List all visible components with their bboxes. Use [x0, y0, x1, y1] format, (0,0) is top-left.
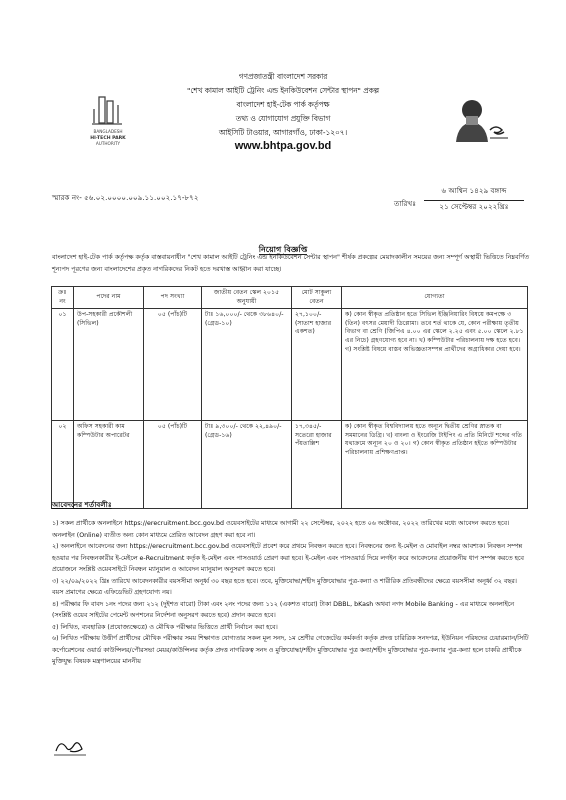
condition-item: ৫) লিখিত, ব্যবহারিক (প্রযোজ্যক্ষেত্রে) ও মৌখিক পরীক্ষার ভিত্তিতে প্রার্থী নির্বাচন করা হবে। [52, 623, 278, 631]
svg-text:AUTHORITY: AUTHORITY [95, 141, 121, 146]
svg-text:BANGLADESH: BANGLADESH [93, 129, 123, 134]
row-scale: টাঃ ১৬,০০০/- থেকে ৩৮৬৪০/- (গ্রেড-১০) [202, 309, 292, 421]
col-scale: জাতীয় বেতন স্কেল ২০১৫ অনুযায়ী [202, 287, 292, 309]
condition-item: ২) অনলাইনে আবেদনের জন্য https://erecruitment.bcc.gov.bd ওয়েবসাইটে প্রবেশ করে প্রথমে নিবন্ধন করতে হবে। নিবন্ধনের জন্য ই-মেইল ও মোবাইল নম্বর আবশ্যক। নিবন্ধন সম্পন্ন হওয়ার পর নিবন্ধনকারীর ই-মেইলে e-Recruitment কর্তৃক ই-মেইল এবং পাসওয়ার্ড প্রেরণ করা হবে। ই-মেইল এবং পাসওয়ার্ড দিয়ে লগইন করে আবেদনের প্রয়োজনীয় ধাপ সম্পন্ন করতে হবে প্রয়োজনে সংশ্লিষ্ট ওয়েবসাইটে নিবন্ধন ম্যানুয়াল ও আবেদন ম্যানুয়াল অনুসরণ করতে হবে। [52, 543, 524, 573]
table-row [52, 309, 528, 421]
condition-item: ৬) লিখিত পরীক্ষায় উত্তীর্ণ প্রার্থীদের মৌখিক পরীক্ষার সময় শিক্ষাগত যোগ্যতার সকল মূল সনদ, ১ম শ্রেণীর গেজেটেড কর্মকর্তা কর্তৃক প্রদত্ত চারিত্রিক সনদপত্র, ইউনিয়ন পরিষদের চেয়ারম্যান/সিটি কর্পোরেশনের ওয়ার্ড কাউন্সিলর/পৌরসভা মেয়র/কাউন্সিলর কর্তৃক প্রদত্ত নাগরিকত্ব সনদ ও মুক্তিযোদ্ধা/শহীদ মুক্তিযোদ্ধার পুত্র কন্যা/শহীদ মুক্তিযোদ্ধার পুত্র-কন্যার পুত্র-কন্যা হলে চাকরি প্রার্থীকে মুক্তিযুদ্ধ বিষয়ক মন্ত্রণালয়ের মাননীয় [52, 635, 529, 665]
signature [52, 735, 88, 763]
conditions-title: আবেদনের শর্তাবলীঃ [52, 500, 112, 509]
vacancy-table [51, 286, 528, 509]
row-qualification: ক) কোন স্বীকৃত বিশ্ববিদ্যালয় হতে অন্যূন দ্বিতীয় শ্রেণির স্নাতক বা সমমানের ডিগ্রি। খ) বাংলা ও ইংরেজি টাইপিং এ প্রতি মিনিটে শব্দের গতি যথাক্রমে অন্যূন ২০ ও ২০। গ) কোন স্বীকৃত প্রতিষ্ঠান হইতে কম্পিউটার পরিচালনায় প্রশিক্ষণপ্রাপ্ত। [342, 421, 528, 509]
date-english: ২১ সেপ্টেম্বর ২০২২খ্রিঃ [439, 202, 509, 211]
conditions-list [52, 518, 530, 668]
row-serial: ০১ [52, 309, 74, 421]
row-qualification: ক) কোন স্বীকৃত প্রতিষ্ঠান হতে সিভিল ইঞ্জিনিয়ারিং বিষয়ে কমপক্ষে ৩ (তিন) বৎসর মেয়াদী ডিপ্লোমা। তবে শর্ত থাকে যে, কোন পরীক্ষায় তৃতীয় বিভাগ বা শ্রেণি (জিপিএ ৪.০০ এর স্কেলে ২.২৫ এবং ৫.০০ স্কেলে ২.৮১ এর নিচে) গ্রহণযোগ্য হবে না। খ) কম্পিউটার পরিচালনায় দক্ষ হতে হবে। গ) সংশ্লিষ্ট বিষয়ে বাস্তব অভিজ্ঞতাসম্পন্ন প্রার্থীদের অগ্রাধিকার দেয়া হবে। [342, 309, 528, 421]
project-title: "শেখ কামাল আইটি ট্রেনিং এন্ড ইনকিউবেশন সেন্টার স্থাপন" প্রকল্প [187, 86, 379, 95]
table-row [52, 421, 528, 509]
date-bangla: ৬ আশ্বিন ১৪২৯ বঙ্গাব্দ [424, 186, 524, 201]
notice-intro: বাংলাদেশ হাই-টেক পার্ক কর্তৃপক্ষ কর্তৃক বাস্তবায়নাধীন "শেখ কামাল আইটি ট্রেনিং এন্ড ইনকিউবেশন সেন্টার স্থাপন" শীর্ষক প্রকল্পের মেয়াদকালীন সময়ের জন্য সম্পূর্ণ অস্থায়ী ভিত্তিতে নিম্নবর্ণিত শূন্যপদ পূরণের জন্য বাংলাদেশের প্রকৃত নাগরিকদের নিকট হতে দরখাস্ত আহ্বান করা যাচ্ছে। [52, 253, 529, 273]
condition-item: ৪) পরীক্ষার ফি বাবদ ১নং পদের জন্য ২১২ (দুইশত বারো) টাকা এবং ২নং পদের জন্য ১১২ (একশত বারো) টাকা DBBL, bKash অথবা নগদ Mobile Banking - এর মাধ্যমে অনলাইনে (সংশ্লিষ্ট ওয়েব সাইটের পেমেন্ট অপশনের নির্দেশনা অনুসরণ করতে হবে) প্রদান করতে হবে। [52, 600, 515, 619]
col-serial: ক্রঃ নং [52, 287, 74, 309]
condition-item: ৩) ২২/০৯/২০২২ খ্রিঃ তারিখে আবেদনকারীর বয়সসীমা অনূর্ধ্ব ৩০ বছর হতে হবে। তবে, মুক্তিযোদ্ধা/শহীদ মুক্তিযোদ্ধার পুত্র-কন্যা ও শারীরিক প্রতিবন্ধীদের ক্ষেত্রে বয়সসীমা অনূর্ধ্ব ৩২ বছর। বয়স প্রমাণের ক্ষেত্রে এফিডেভিট গ্রহণযোগ্য নয়। [52, 577, 517, 596]
website-link[interactable]: www.bhtpa.gov.bd [234, 140, 332, 152]
authority-name: বাংলাদেশ হাই-টেক পার্ক কর্তৃপক্ষ [236, 100, 330, 109]
col-salary: মোট সাকুল্য বেতন [292, 287, 342, 309]
row-count: ০৫ (পাঁচ)টি [144, 309, 202, 421]
row-serial: ০২ [52, 421, 74, 509]
col-post: পদের নাম [74, 287, 144, 309]
date-label: তারিখঃ [394, 199, 417, 208]
government-title: গণপ্রজাতন্ত্রী বাংলাদেশ সরকার [238, 72, 328, 81]
condition-item: ১) সকল প্রার্থীকে অনলাইনে https://erecruitment.bcc.gov.bd ওয়েবসাইটের মাধ্যমে আগামী ২২ সেপ্টেম্বর, ২০২২ হতে ০৬ অক্টোবর, ২০২২ তারিখের মধ্যে আবেদন করতে হবে। অনলাইন (Online) ব্যতীত অন্য কোন মাধ্যমে প্রেরিত আবেদন গ্রহণ করা হবে না। [52, 520, 510, 539]
mujib-portrait-logo [452, 96, 512, 146]
table-header-row [52, 287, 528, 309]
division-name: তথ্য ও যোগাযোগ প্রযুক্তি বিভাগ [235, 114, 331, 123]
row-scale: টাঃ ৯,৩০০/- থেকে ২২,৪৯০/- (গ্রেড-১৬) [202, 421, 292, 509]
row-count: ০৫ (পাঁচ)টি [144, 421, 202, 509]
row-salary: ১৭,৩৪৫/- সতেরো হাজার পঁয়তাল্লিশ [292, 421, 342, 509]
row-post: উপ-সহকারী প্রকৌশলী (সিভিল) [74, 309, 144, 421]
notice-title: নিয়োগ বিজ্ঞপ্তি [258, 245, 308, 254]
row-post: অফিস সহকারী কাম কম্পিউটার অপারেটর [74, 421, 144, 509]
col-qualification: যোগ্যতা [342, 287, 528, 309]
memo-number: স্মারক নং- ৫৬.০২.০০০০.০০৯.১১.০০২.১৭-৮৭২ [52, 193, 199, 202]
address: আইসিটি টাওয়ার, আগারগাঁও, ঢাকা-১২০৭। [218, 128, 348, 137]
svg-text:HI-TECH PARK: HI-TECH PARK [90, 136, 126, 141]
row-salary: ২৭,১০০/- (সাতাশ হাজার একশত) [292, 309, 342, 421]
col-count: পদ সংখ্যা [144, 287, 202, 309]
bhtpa-logo [88, 95, 128, 150]
